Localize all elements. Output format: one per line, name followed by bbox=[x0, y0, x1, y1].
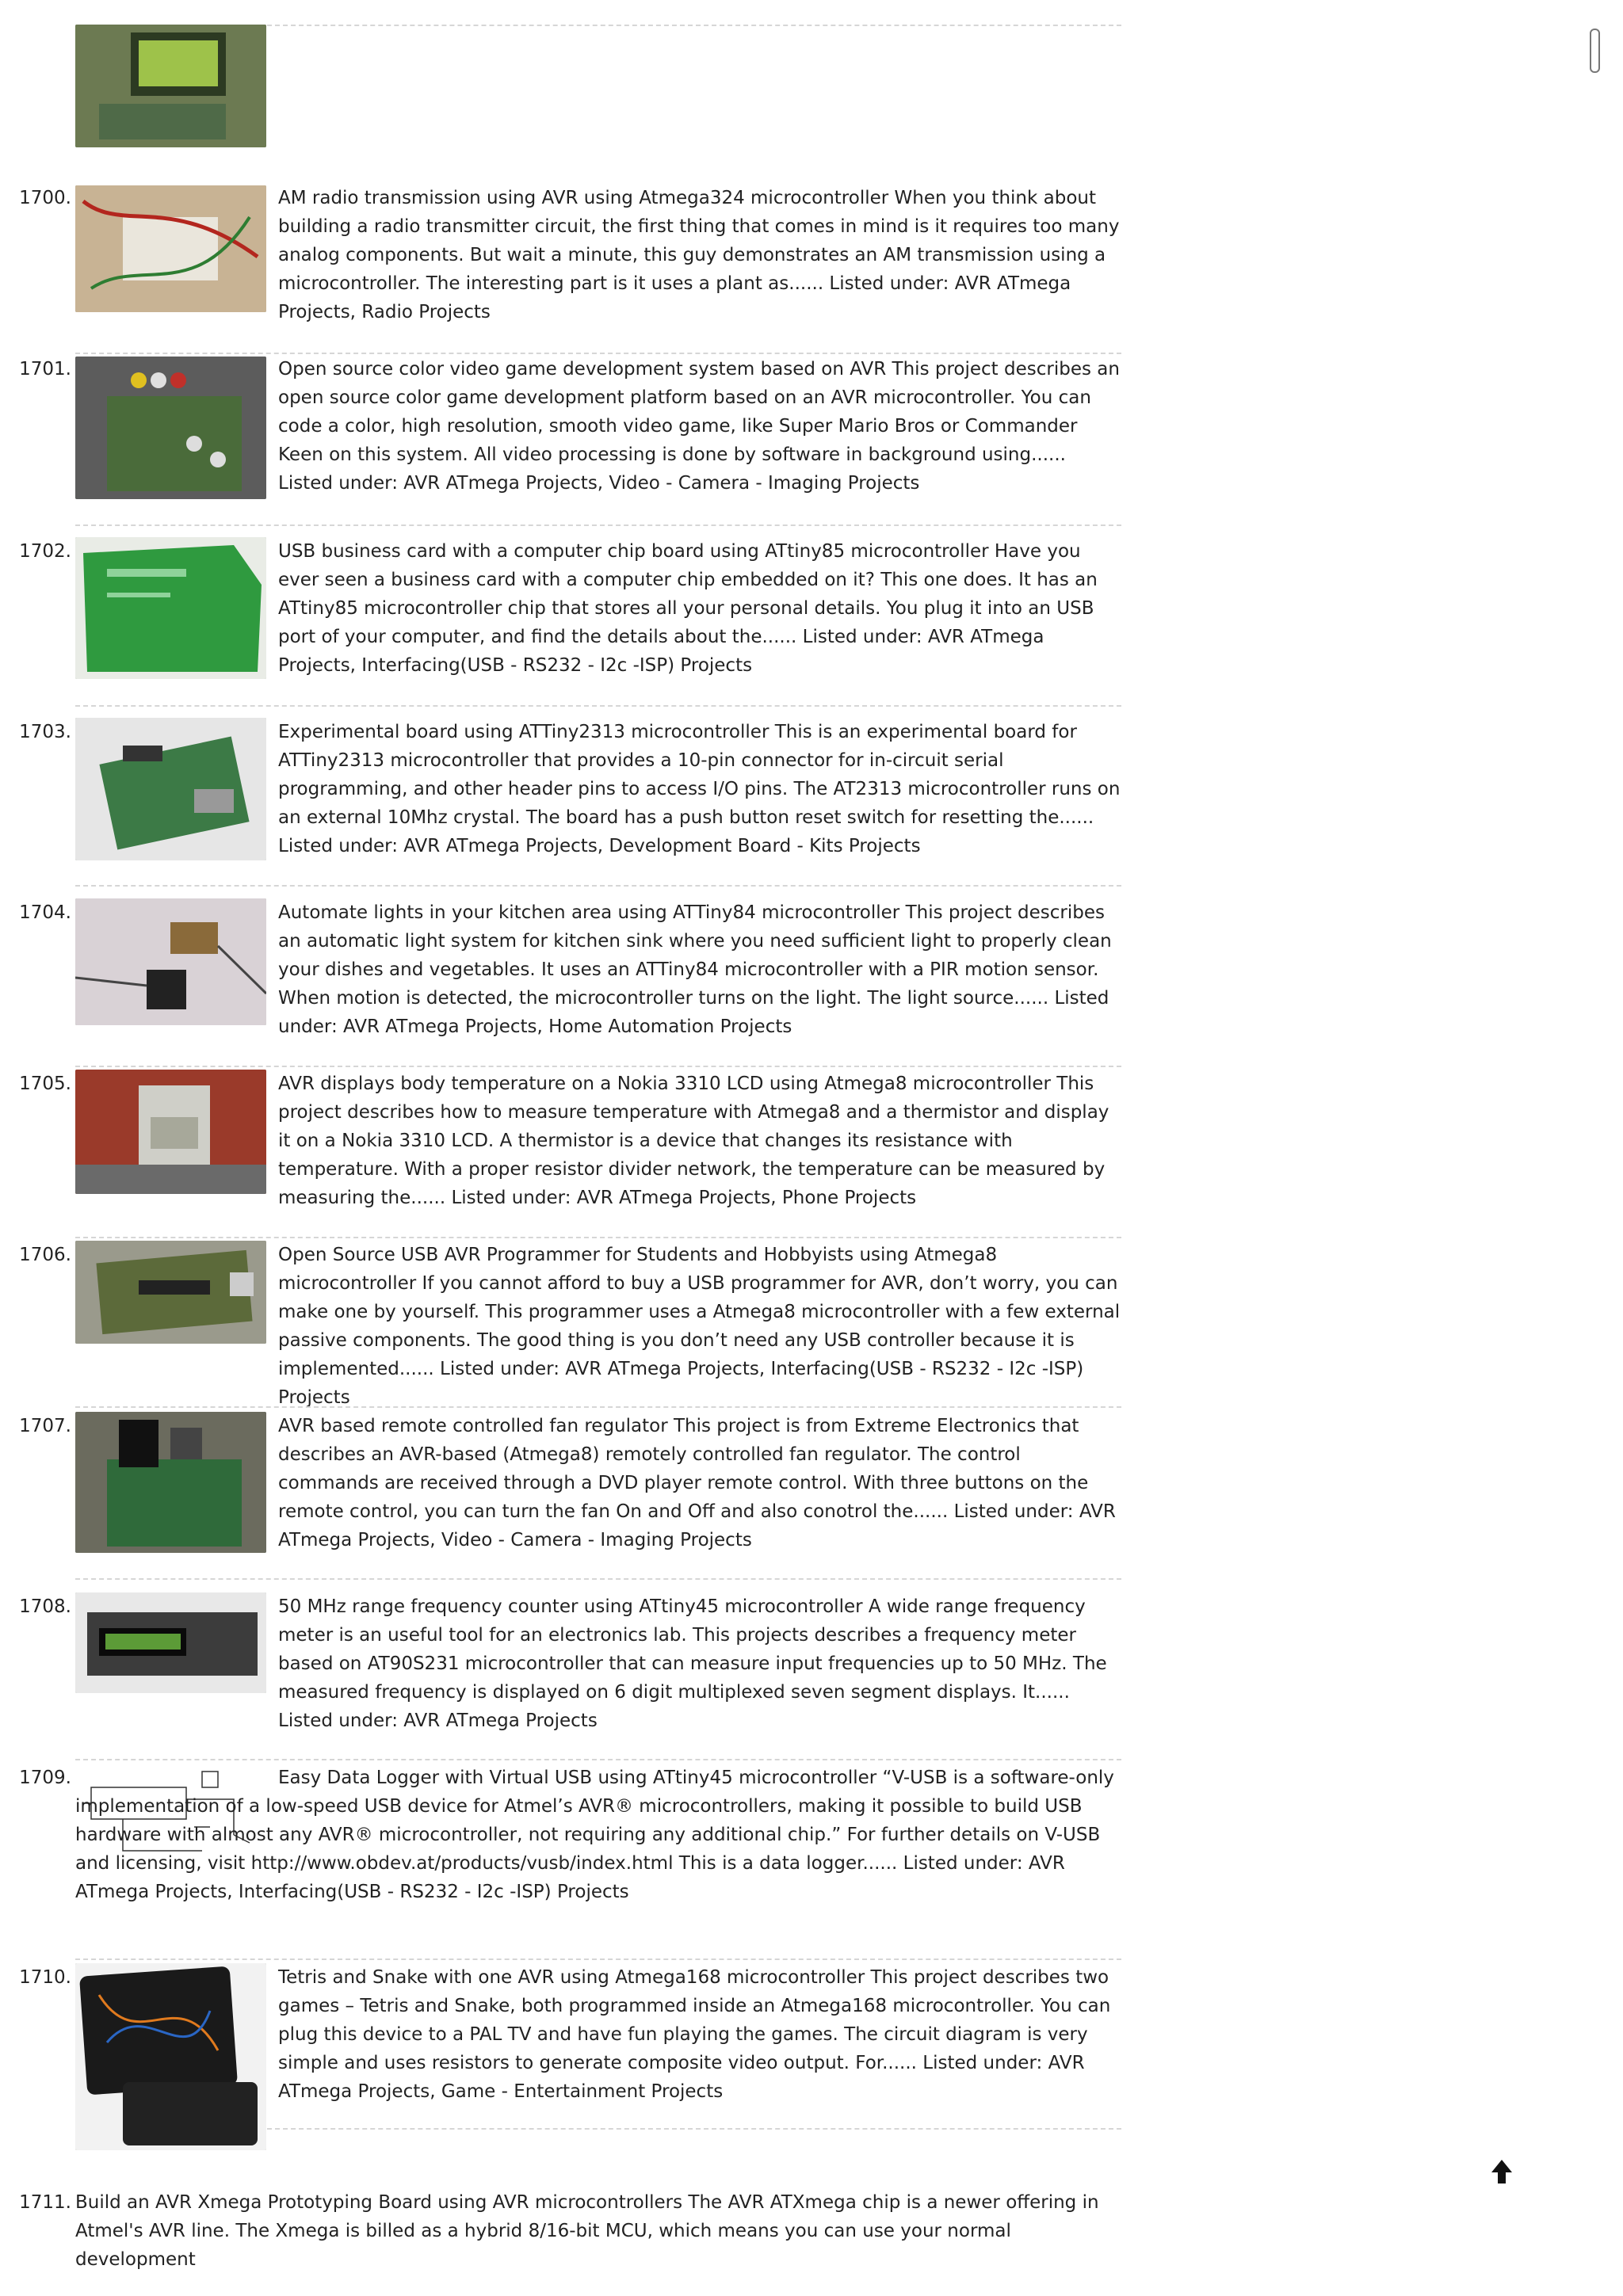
item-number: 1701. bbox=[19, 359, 71, 379]
back-to-top-icon[interactable] bbox=[1490, 2158, 1514, 2185]
item-description[interactable]: AM radio transmission using AVR using Atmega324 microcontroller When you think about building a radio transmitter circuit, the first thing that comes in mind is it requires too many analog components. But wait a minute, this guy demonstrates an AM transmission using a microcontroller. The interesting part is it uses a plant as...... Listed under: AVR ATmega Projects, Radio Projects bbox=[278, 188, 1120, 322]
project-thumbnail[interactable] bbox=[75, 25, 266, 147]
project-thumbnail[interactable] bbox=[75, 537, 266, 679]
item-description[interactable]: AVR displays body temperature on a Nokia 3310 LCD using Atmega8 microcontroller This project describes how to measure temperature with Atmega8 and a thermistor and display it on a Nokia 3310 LCD. A thermistor is a device that changes its resistance with temperature. With a proper resistor divider network, the temperature can be measured by measuring the...... Listed under: AVR ATmega Projects, Phone Projects bbox=[278, 1074, 1109, 1208]
separator bbox=[267, 2128, 1121, 2130]
separator bbox=[75, 1759, 1121, 1760]
item-description[interactable]: 50 MHz range frequency counter using ATtiny45 microcontroller A wide range frequency meter is an useful tool for an electronics lab. This projects describes a frequency meter based on AT90S231 microcontroller that can measure input frequencies up to 50 MHz. The measured frequency is displayed on 6 digit multiplexed seven segment displays. It...... Listed under: AVR ATmega Projects bbox=[278, 1596, 1107, 1731]
item-number: 1700. bbox=[19, 188, 71, 208]
item-number: 1709. bbox=[19, 1768, 71, 1788]
separator bbox=[267, 25, 1121, 26]
separator bbox=[75, 1406, 1121, 1408]
item-number: 1706. bbox=[19, 1245, 71, 1265]
item-description[interactable]: Easy Data Logger with Virtual USB using ATtiny45 microcontroller “V-USB is a software-only implementation of a low-speed USB device for Atmel’s AVR® microcontrollers, making it possible to build USB hardware with almost any AVR® microcontroller, not requiring any additional chip.” For further details on V-USB and licensing, visit http://www.obdev.at/products/vusb/index.html This is a data logger...... Listed under: AVR ATmega Projects, Interfacing(USB - RS232 - I2c -ISP) Projects bbox=[75, 1768, 1114, 1902]
project-thumbnail[interactable] bbox=[75, 1963, 266, 2150]
separator bbox=[75, 524, 1121, 526]
item-description[interactable]: Experimental board using ATTiny2313 microcontroller This is an experimental board for ATTiny2313 microcontroller that provides a 10-pin connector for in-circuit serial programming, and other header pins to access I/O pins. The AT2313 microcontroller runs on an external 10Mhz crystal. The board has a push button reset switch for resetting the...... Listed under: AVR ATmega Projects, Development Board - Kits Projects bbox=[278, 722, 1121, 856]
list-item bbox=[0, 0, 1125, 151]
project-thumbnail[interactable] bbox=[75, 1412, 266, 1553]
item-number: 1711. bbox=[19, 2192, 71, 2213]
project-thumbnail[interactable] bbox=[75, 357, 266, 499]
item-number: 1705. bbox=[19, 1074, 71, 1094]
project-thumbnail[interactable] bbox=[75, 1592, 266, 1693]
project-thumbnail[interactable] bbox=[75, 1070, 266, 1194]
separator bbox=[75, 885, 1121, 887]
item-number: 1710. bbox=[19, 1967, 71, 1988]
item-description[interactable]: Tetris and Snake with one AVR using Atmega168 microcontroller This project describes two games – Tetris and Snake, both programmed inside an Atmega168 microcontroller. You can plug this device to a PAL TV and have fun playing the games. The circuit diagram is very simple and uses resistors to generate composite video output. For...... Listed under: AVR ATmega Projects, Game - Entertainment Projects bbox=[278, 1967, 1111, 2102]
item-number: 1704. bbox=[19, 902, 71, 923]
scrollbar[interactable] bbox=[1590, 29, 1600, 73]
item-description[interactable]: AVR based remote controlled fan regulator This project is from Extreme Electronics that describes an AVR-based (Atmega8) remotely controlled fan regulator. The control commands are received through a DVD player remote control. With three buttons on the remote control, you can turn the fan On and Off and also conotrol the...... Listed under: AVR ATmega Projects, Video - Camera - Imaging Projects bbox=[278, 1416, 1116, 1550]
item-number: 1702. bbox=[19, 541, 71, 562]
separator bbox=[75, 1066, 1121, 1067]
project-thumbnail[interactable] bbox=[75, 898, 266, 1025]
item-description[interactable]: Open Source USB AVR Programmer for Students and Hobbyists using Atmega8 microcontroller If you cannot afford to buy a USB programmer for AVR, don’t worry, you can make one by yourself. This programmer uses a Atmega8 microcontroller with a few external passive components. The good thing is you don’t need any USB controller because it is implemented...... Listed under: AVR ATmega Projects, Interfacing(USB - RS232 - I2c -ISP) Projects bbox=[278, 1245, 1121, 1408]
separator bbox=[75, 1958, 1121, 1960]
item-description[interactable]: USB business card with a computer chip board using ATtiny85 microcontroller Have you ever seen a business card with a computer chip embedded on it? This one does. It has an ATtiny85 microcontroller chip that stores all your personal details. You plug it into an USB port of your computer, and find the details about the...... Listed under: AVR ATmega Projects, Interfacing(USB - RS232 - I2c -ISP) Projects bbox=[278, 541, 1098, 676]
separator bbox=[75, 353, 1121, 354]
separator bbox=[75, 705, 1121, 707]
item-number: 1707. bbox=[19, 1416, 71, 1436]
project-thumbnail[interactable] bbox=[75, 718, 266, 860]
item-number: 1703. bbox=[19, 722, 71, 742]
item-description[interactable]: Open source color video game development system based on AVR This project describes an open source color game development platform based on an AVR microcontroller. You can code a color, high resolution, smooth video game, like Super Mario Bros or Commander Keen on this system. All video processing is done by software in background using...... Listed under: AVR ATmega Projects, Video - Camera - Imaging Projects bbox=[278, 359, 1120, 494]
item-description[interactable]: Build an AVR Xmega Prototyping Board using AVR microcontrollers The AVR ATXmega chip is a newer offering in Atmel's AVR line. The Xmega is billed as a hybrid 8/16-bit MCU, which means you can use your normal development bbox=[75, 2192, 1099, 2270]
separator bbox=[75, 1237, 1121, 1238]
project-thumbnail[interactable] bbox=[75, 1241, 266, 1344]
project-thumbnail[interactable] bbox=[75, 185, 266, 312]
item-description[interactable]: Automate lights in your kitchen area using ATTiny84 microcontroller This project describes an automatic light system for kitchen sink where you need sufficient light to properly clean your dishes and vegetables. It uses an ATTiny84 microcontroller with a PIR motion sensor. When motion is detected, the microcontroller turns on the light. The light source...... Listed under: AVR ATmega Projects, Home Automation Projects bbox=[278, 902, 1112, 1037]
item-number: 1708. bbox=[19, 1596, 71, 1617]
separator bbox=[75, 1578, 1121, 1580]
